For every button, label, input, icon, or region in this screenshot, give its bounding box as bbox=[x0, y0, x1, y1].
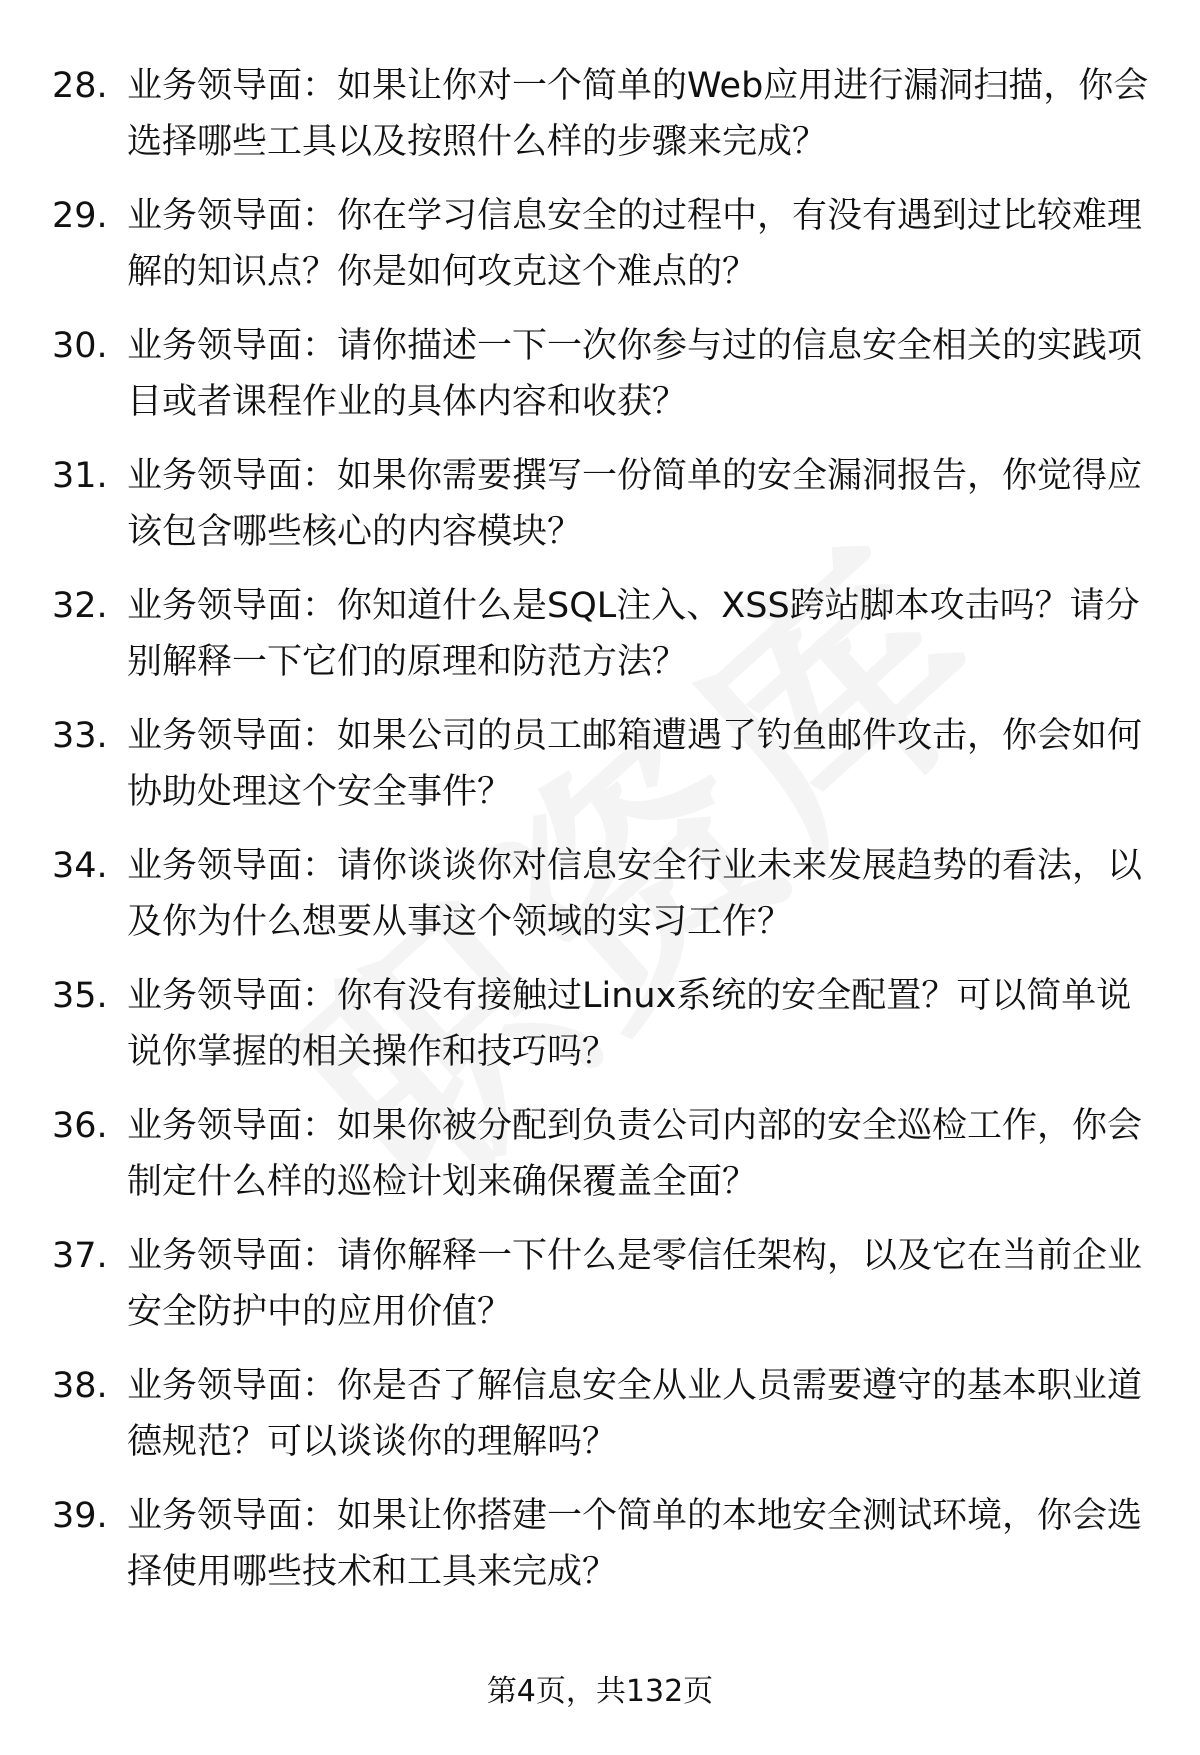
question-text: 业务领导面：如果公司的员工邮箱遭遇了钓鱼邮件攻击，你会如何协助处理这个安全事件？ bbox=[127, 716, 1143, 812]
question-text: 业务领导面：如果你被分配到负责公司内部的安全巡检工作，你会制定什么样的巡检计划来确保覆盖全面？ bbox=[127, 1106, 1143, 1202]
question-item-28 bbox=[0, 58, 1200, 188]
question-text: 业务领导面：你有没有接触过Linux系统的安全配置？可以简单说说你掌握的相关操作和技巧吗？ bbox=[127, 976, 1132, 1072]
question-text: 业务领导面：你知道什么是SQL注入、XSS跨站脚本攻击吗？请分别解释一下它们的原理和防范方法？ bbox=[127, 586, 1140, 682]
question-item-29 bbox=[0, 188, 1200, 318]
question-list bbox=[0, 58, 1200, 1618]
question-item-30 bbox=[0, 318, 1200, 448]
question-item-31 bbox=[0, 448, 1200, 578]
question-item-39 bbox=[0, 1488, 1200, 1618]
question-item-36 bbox=[0, 1098, 1200, 1228]
question-item-33 bbox=[0, 708, 1200, 838]
question-item-32 bbox=[0, 578, 1200, 708]
question-item-37 bbox=[0, 1228, 1200, 1358]
question-number: 35. bbox=[52, 976, 108, 1016]
question-number: 30. bbox=[52, 326, 108, 366]
question-text: 业务领导面：你是否了解信息安全从业人员需要遵守的基本职业道德规范？可以谈谈你的理解吗？ bbox=[127, 1366, 1143, 1462]
question-number: 34. bbox=[52, 846, 108, 886]
question-number: 29. bbox=[52, 196, 108, 236]
question-text: 业务领导面：如果你需要撰写一份简单的安全漏洞报告，你觉得应该包含哪些核心的内容模块？ bbox=[127, 456, 1143, 552]
question-text: 业务领导面：请你解释一下什么是零信任架构，以及它在当前企业安全防护中的应用价值？ bbox=[127, 1236, 1143, 1332]
question-number: 31. bbox=[52, 456, 108, 496]
question-item-38 bbox=[0, 1358, 1200, 1488]
question-text: 业务领导面：如果让你对一个简单的Web应用进行漏洞扫描，你会选择哪些工具以及按照什么样的步骤来完成？ bbox=[127, 66, 1149, 162]
question-text: 业务领导面：如果让你搭建一个简单的本地安全测试环境，你会选择使用哪些技术和工具来完成？ bbox=[127, 1496, 1143, 1592]
question-number: 39. bbox=[52, 1496, 108, 1536]
question-number: 37. bbox=[52, 1236, 108, 1276]
question-number: 28. bbox=[52, 66, 108, 106]
question-item-35 bbox=[0, 968, 1200, 1098]
question-number: 36. bbox=[52, 1106, 108, 1146]
question-item-34 bbox=[0, 838, 1200, 968]
question-number: 33. bbox=[52, 716, 108, 756]
question-number: 32. bbox=[52, 586, 108, 626]
question-text: 业务领导面：请你谈谈你对信息安全行业未来发展趋势的看法，以及你为什么想要从事这个领域的实习工作？ bbox=[127, 846, 1143, 942]
page-footer: 第4页，共132页 bbox=[486, 1674, 714, 1709]
question-text: 业务领导面：请你描述一下一次你参与过的信息安全相关的实践项目或者课程作业的具体内容和收获？ bbox=[127, 326, 1143, 422]
question-text: 业务领导面：你在学习信息安全的过程中，有没有遇到过比较难理解的知识点？你是如何攻克这个难点的？ bbox=[127, 196, 1143, 292]
question-number: 38. bbox=[52, 1366, 108, 1406]
